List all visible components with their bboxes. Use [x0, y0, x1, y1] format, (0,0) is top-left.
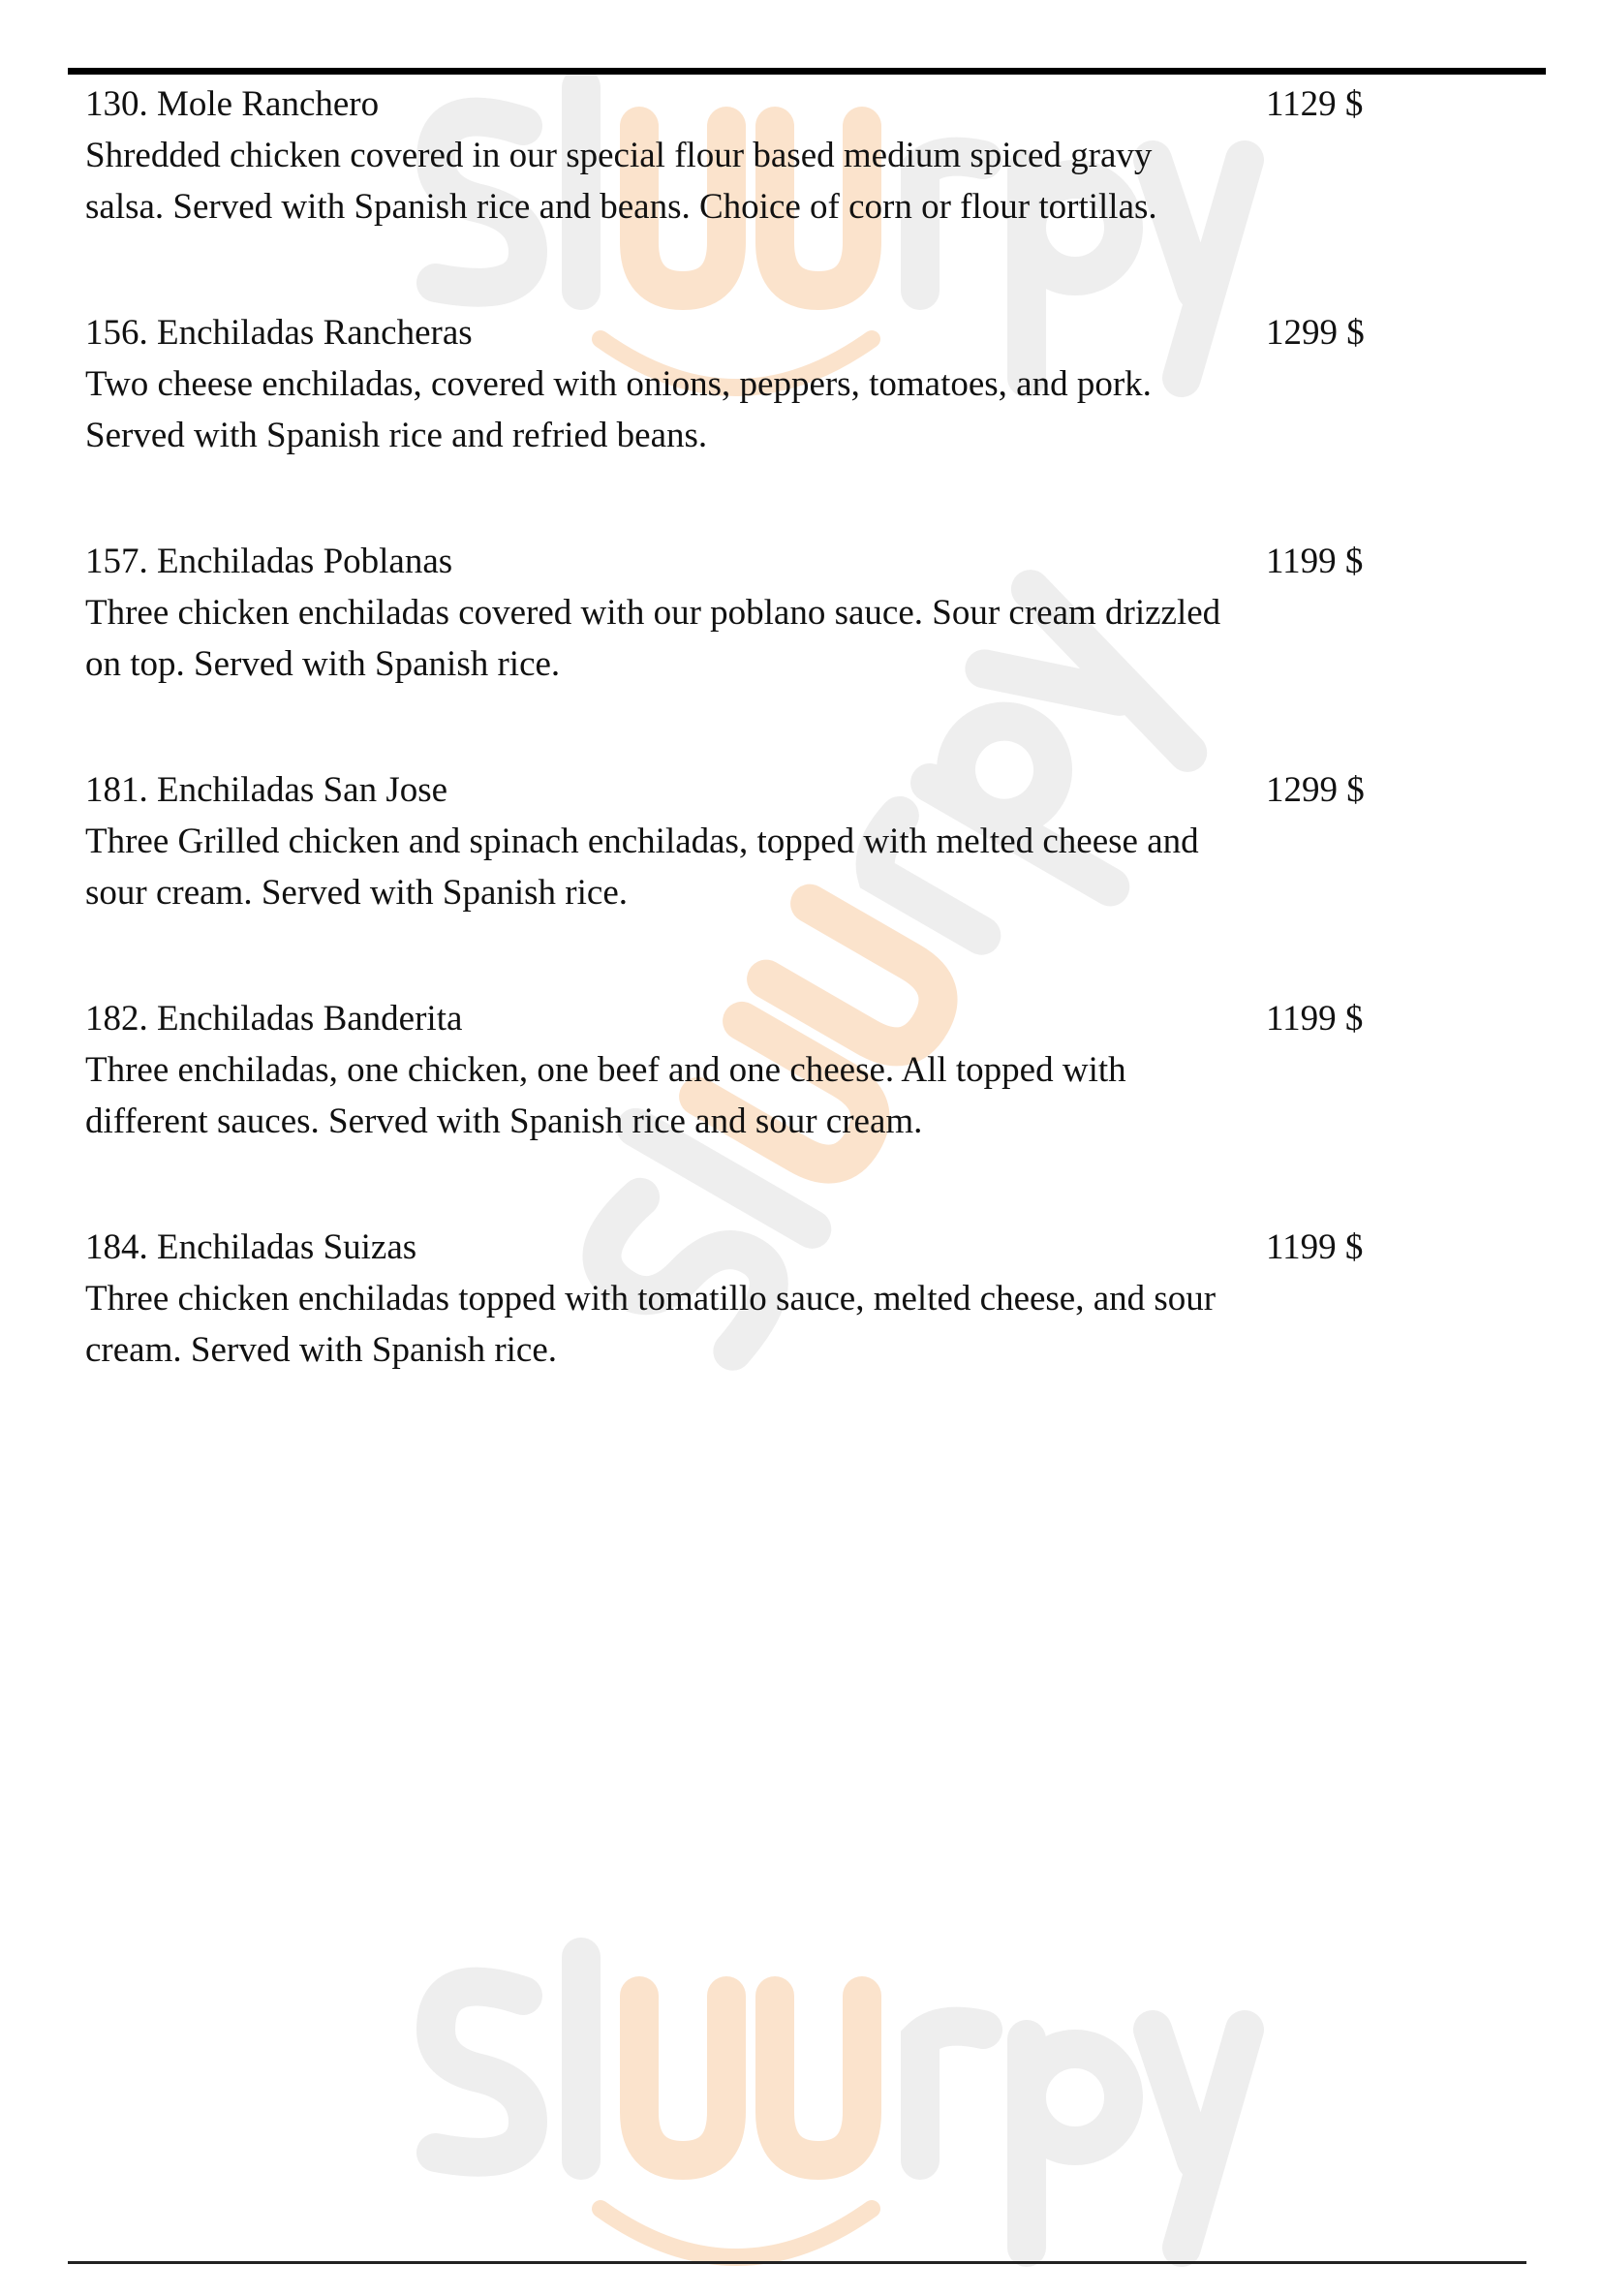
item-title: 184. Enchiladas Suizas [85, 1227, 417, 1267]
menu-item [85, 536, 1461, 690]
item-title: 182. Enchiladas Banderita [85, 999, 463, 1039]
item-price: 1299 $ [1266, 313, 1365, 353]
item-description: Three Grilled chicken and spinach enchiladas, topped with melted cheese and sour cream. Served with Spanish rice. [85, 822, 1199, 913]
item-title: 157. Enchiladas Poblanas [85, 542, 453, 581]
menu-item [85, 1222, 1461, 1376]
item-price: 1299 $ [1266, 770, 1365, 810]
item-description: Shredded chicken covered in our special flour based medium spiced gravy salsa. Served with Spanish rice and beans. Choice of corn or flour tortillas. [85, 136, 1157, 227]
menu-list [85, 78, 1461, 1450]
item-price: 1129 $ [1266, 84, 1364, 124]
item-title: 156. Enchiladas Rancheras [85, 313, 473, 353]
item-description: Three chicken enchiladas topped with tomatillo sauce, melted cheese, and sour cream. Served with Spanish rice. [85, 1279, 1217, 1370]
item-price: 1199 $ [1266, 542, 1364, 581]
top-divider [68, 68, 1546, 75]
item-title: 130. Mole Ranchero [85, 84, 380, 124]
menu-item [85, 78, 1461, 233]
item-title: 181. Enchiladas San Jose [85, 770, 448, 810]
item-price: 1199 $ [1266, 999, 1364, 1039]
bottom-divider [68, 2261, 1526, 2264]
item-price: 1199 $ [1266, 1227, 1364, 1267]
item-description: Two cheese enchiladas, covered with onions, peppers, tomatoes, and pork. Served with Spanish rice and refried beans. [85, 364, 1152, 455]
menu-item [85, 993, 1461, 1147]
watermark-logo-bottom [407, 1928, 1279, 2296]
menu-item [85, 307, 1461, 461]
item-description: Three enchiladas, one chicken, one beef and one cheese. All topped with different sauces. Served with Spanish rice and sour cream. [85, 1050, 1126, 1141]
menu-item [85, 764, 1461, 918]
item-description: Three chicken enchiladas covered with our poblano sauce. Sour cream drizzled on top. Served with Spanish rice. [85, 593, 1221, 684]
